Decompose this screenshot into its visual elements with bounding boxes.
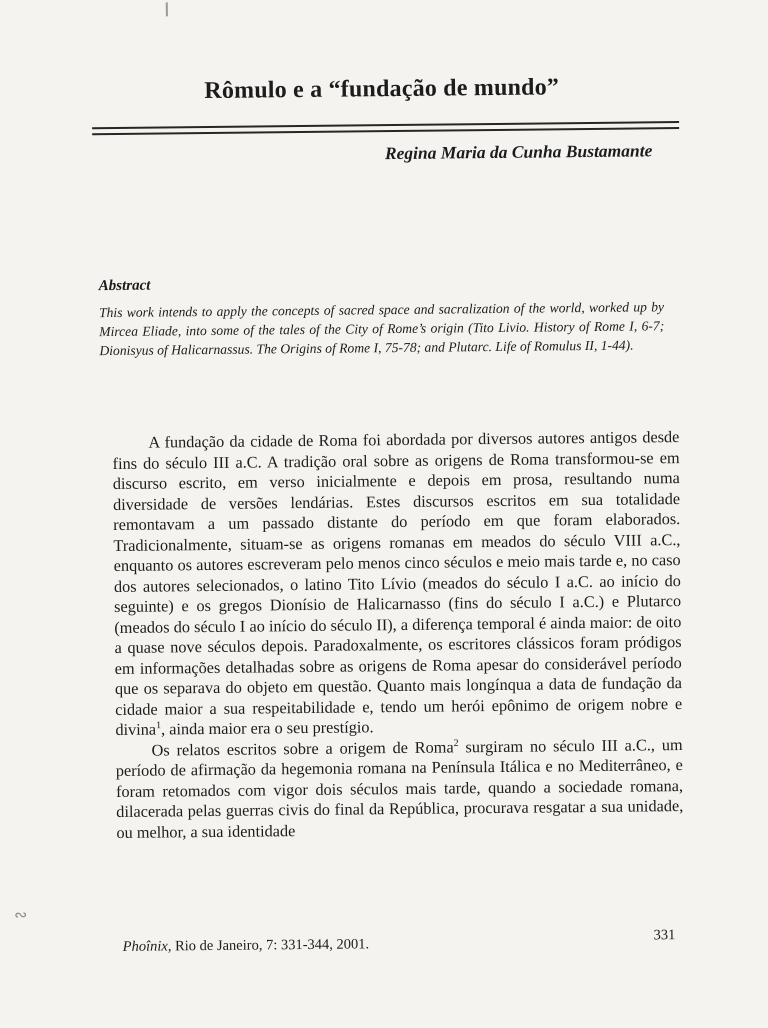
journal-details: , Rio de Janeiro, 7: 331-344, 2001.	[167, 936, 370, 955]
journal-name: Phoînix	[122, 938, 168, 955]
body-text	[112, 427, 683, 843]
paragraph-2	[116, 735, 684, 843]
footnote-ref-1: 1	[155, 720, 162, 732]
margin-mark: ∾	[14, 907, 28, 924]
abstract-heading: Abstract	[98, 277, 151, 295]
scan-mark	[166, 2, 168, 16]
paragraph-1	[112, 427, 682, 740]
paragraph-2-text-a: Os relatos escritos sobre a origem de Roma	[151, 736, 454, 760]
footnote-ref-2: 2	[453, 737, 459, 749]
title-rule-bottom	[92, 127, 679, 135]
journal-citation	[123, 936, 370, 956]
author-name: Regina Maria da Cunha Bustamante	[384, 140, 653, 164]
paragraph-1-text-a: A fundação da cidade de Roma foi abordada por diversos autores antigos desde fins do século III a.C. A tradição oral sobre as origens de Roma transformou-se em discurso escrito, em verso inicialmente e depois em prosa, resultando numa diversidade de versões lendárias. Estes discursos escritos em sua totalidade remontavam a um passado distante do período em que foram elaborados. Tradicionalmente, situam-se as origens romanas em meados do século VIII a.C., enquanto os autores escreveram pelo menos cinco séculos e meio mais tarde e, no caso dos autores selecionados, o latino Tito Lívio (meados do século I a.C. ao início do seguinte) e os gregos Dionísio de Halicarnasso (fins do século I a.C.) e Plutarco (meados do século I ao início do século II), a diferença temporal é ainda maior: de oito a quase nove séculos depois. Paradoxalmente, os escritores clássicos foram pródigos em informações detalhadas sobre as origens de Roma apesar do considerável período que os separava do objeto em questão. Quanto mais longínqua a data de fundação da cidade maior a sua respeitabilidade e, tendo um herói epônimo de origem nobre e divina	[112, 427, 683, 739]
abstract-text: This work intends to apply the concepts of sacred space and sacralization of the world, worked up by Mircea Eliade, into some of the tales of the City of Rome’s origin (Tito Livio. History of Rome I, 6-7; Dionisyus of Halicarnassus. The Origins of Rome I, 75-78; and Plutarc. Life of Romulus II, 1-44).	[98, 299, 665, 359]
page-number: 331	[653, 927, 676, 944]
paragraph-1-text-b: , ainda maior era o seu prestígio.	[160, 717, 374, 739]
paragraph-2-text-b: surgiram no século III a.C., um período de afirmação da hegemonia romana na Península Itálica e no Mediterrâneo, e foram retomados com vigor dois séculos mais tarde, quando a sociedade romana, dilacerada pelas guerras civis do final da República, procurava resgatar a sua unidade, ou melhor, a sua identidade	[115, 734, 684, 842]
article-title: Rômulo e a “fundação de mundo”	[204, 74, 560, 105]
